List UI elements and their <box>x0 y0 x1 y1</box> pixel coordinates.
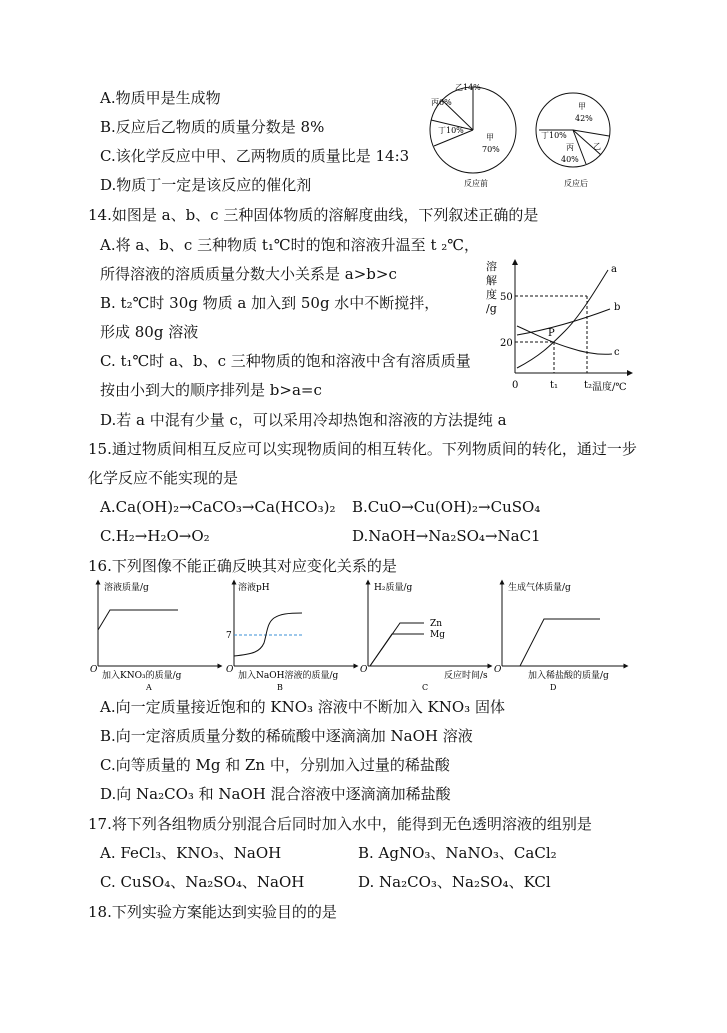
ylabel-2: 解 <box>486 274 497 287</box>
pie-after-label-bing-pct: 40% <box>561 155 579 164</box>
q17-option-b: B. AgNO₃、NaNO₃、CaCl₂ <box>358 844 557 862</box>
xlabel: 温度/℃ <box>592 382 627 393</box>
curve-b <box>517 309 610 335</box>
pie-before-label-ding: 丁10% <box>438 126 464 135</box>
svg-text:Mg: Mg <box>430 630 445 640</box>
pie-before-label-jia-pct: 70% <box>482 145 500 154</box>
tick-t1: t₁ <box>550 380 559 391</box>
ylabel-4: /g <box>486 302 497 315</box>
q13-option-c: C.该化学反应中甲、乙两物质的质量比是 14:3 <box>100 147 410 165</box>
svg-text:加入稀盐酸的质量/g: 加入稀盐酸的质量/g <box>528 671 609 681</box>
q14-line-2: 所得溶液的溶质质量分数大小关系是 a>b>c <box>100 265 397 283</box>
ylabel-3: 度 <box>486 288 497 301</box>
solubility-graph <box>480 256 640 398</box>
q16-option-a: A.向一定质量接近饱和的 KNO₃ 溶液中不断加入 KNO₃ 固体 <box>100 698 505 716</box>
svg-text:O: O <box>494 665 502 675</box>
q17-option-c: C. CuSO₄、Na₂SO₄、NaOH <box>100 873 305 891</box>
tick-50: 50 <box>500 292 513 303</box>
svg-text:溶液质量/g: 溶液质量/g <box>104 583 149 593</box>
q13-option-b: B.反应后乙物质的质量分数是 8% <box>100 118 325 136</box>
graph-a <box>90 581 220 692</box>
pie-after <box>536 93 610 188</box>
q13-option-a: A.物质甲是生成物 <box>100 89 221 107</box>
q14-line-4: 形成 80g 溶液 <box>100 323 199 341</box>
q15-stem-2: 化学反应不能实现的是 <box>88 469 239 487</box>
q18-stem: 18.下列实验方案能达到实验目的的是 <box>88 903 337 921</box>
q15-option-a: A.Ca(OH)₂→CaCO₃→Ca(HCO₃)₂ <box>100 498 336 516</box>
graph-b <box>226 581 356 692</box>
pie-after-label-bing: 丙 <box>566 143 574 152</box>
q15-stem-1: 15.通过物质间相互反应可以实现物质间的相互转化。下列物质间的转化，通过一步 <box>88 440 637 458</box>
q16-option-d: D.向 Na₂CO₃ 和 NaOH 混合溶液中逐滴滴加稀盐酸 <box>100 785 451 803</box>
svg-text:A: A <box>146 683 152 692</box>
q14-stem: 14.如图是 a、b、c 三种固体物质的溶解度曲线，下列叙述正确的是 <box>88 206 539 224</box>
label-a: a <box>611 264 617 275</box>
label-c: c <box>614 347 620 358</box>
q15-option-c: C.H₂→H₂O→O₂ <box>100 527 210 545</box>
pie-before-label-bing: 丙6% <box>431 98 452 107</box>
q16-option-c: C.向等质量的 Mg 和 Zn 中，分别加入过量的稀盐酸 <box>100 756 450 774</box>
svg-text:O: O <box>226 665 234 675</box>
svg-text:O: O <box>90 665 98 675</box>
svg-text:7: 7 <box>226 631 232 641</box>
curve-c <box>517 326 612 354</box>
label-b: b <box>614 302 621 313</box>
pie-before-caption: 反应前 <box>464 179 488 188</box>
q15-option-d: D.NaOH→Na₂SO₄→NaC1 <box>352 527 541 545</box>
svg-text:加入NaOH溶液的质量/g: 加入NaOH溶液的质量/g <box>238 671 339 681</box>
svg-text:B: B <box>277 683 283 692</box>
pie-after-label-jia-pct: 42% <box>575 114 593 123</box>
svg-text:D: D <box>550 683 557 692</box>
q16-graphs <box>88 578 633 696</box>
pie-before-label-jia: 甲 <box>486 133 494 142</box>
pie-after-label-ding: 丁10% <box>541 131 567 140</box>
svg-text:加入KNO₃的质量/g: 加入KNO₃的质量/g <box>102 671 182 681</box>
pie-before-label-yi: 乙14% <box>455 83 481 92</box>
svg-text:O: O <box>360 665 368 675</box>
q13-option-d: D.物质丁一定是该反应的催化剂 <box>100 176 312 194</box>
q14-line-3: B. t₂℃时 30g 物质 a 加入到 50g 水中不断搅拌， <box>100 294 440 312</box>
svg-text:Zn: Zn <box>430 619 443 629</box>
q15-option-b: B.CuO→Cu(OH)₂→CuSO₄ <box>352 498 541 516</box>
svg-text:溶液pH: 溶液pH <box>238 583 270 593</box>
q17-stem: 17.将下列各组物质分别混合后同时加入水中，能得到无色透明溶液的组别是 <box>88 815 592 833</box>
q14-line-7: D.若 a 中混有少量 c，可以采用冷却热饱和溶液的方法提纯 a <box>100 411 507 429</box>
origin: 0 <box>512 380 519 391</box>
label-p: P <box>548 328 555 339</box>
q16-option-b: B.向一定溶质质量分数的稀硫酸中逐滴滴加 NaOH 溶液 <box>100 727 473 745</box>
q17-option-d: D. Na₂CO₃、Na₂SO₄、KCl <box>358 873 551 891</box>
svg-text:C: C <box>422 683 429 692</box>
pie-after-label-yi: 乙 <box>593 142 601 151</box>
q14-line-1: A.将 a、b、c 三种物质 t₁℃时的饱和溶液升温至 t ₂℃， <box>100 236 480 254</box>
graph-c <box>360 581 490 692</box>
q16-stem: 16.下列图像不能正确反映其对应变化关系的是 <box>88 557 397 575</box>
pie-after-label-jia: 甲 <box>578 102 586 111</box>
graph-d <box>494 581 626 692</box>
tick-t2: t₂ <box>584 380 593 391</box>
pie-before <box>430 83 516 188</box>
svg-text:H₂质量/g: H₂质量/g <box>374 583 413 593</box>
q14-line-6: 按由小到大的顺序排列是 b>a=c <box>100 381 322 399</box>
pie-after-caption: 反应后 <box>564 179 588 188</box>
tick-20: 20 <box>500 338 513 349</box>
q17-option-a: A. FeCl₃、KNO₃、NaOH <box>100 844 282 862</box>
pie-charts <box>418 76 618 194</box>
svg-text:反应时间/s: 反应时间/s <box>444 671 488 681</box>
svg-text:生成气体质量/g: 生成气体质量/g <box>508 583 571 593</box>
q14-line-5: C. t₁℃时 a、b、c 三种物质的饱和溶液中含有溶质质量 <box>100 352 471 370</box>
ylabel-1: 溶 <box>486 260 497 273</box>
